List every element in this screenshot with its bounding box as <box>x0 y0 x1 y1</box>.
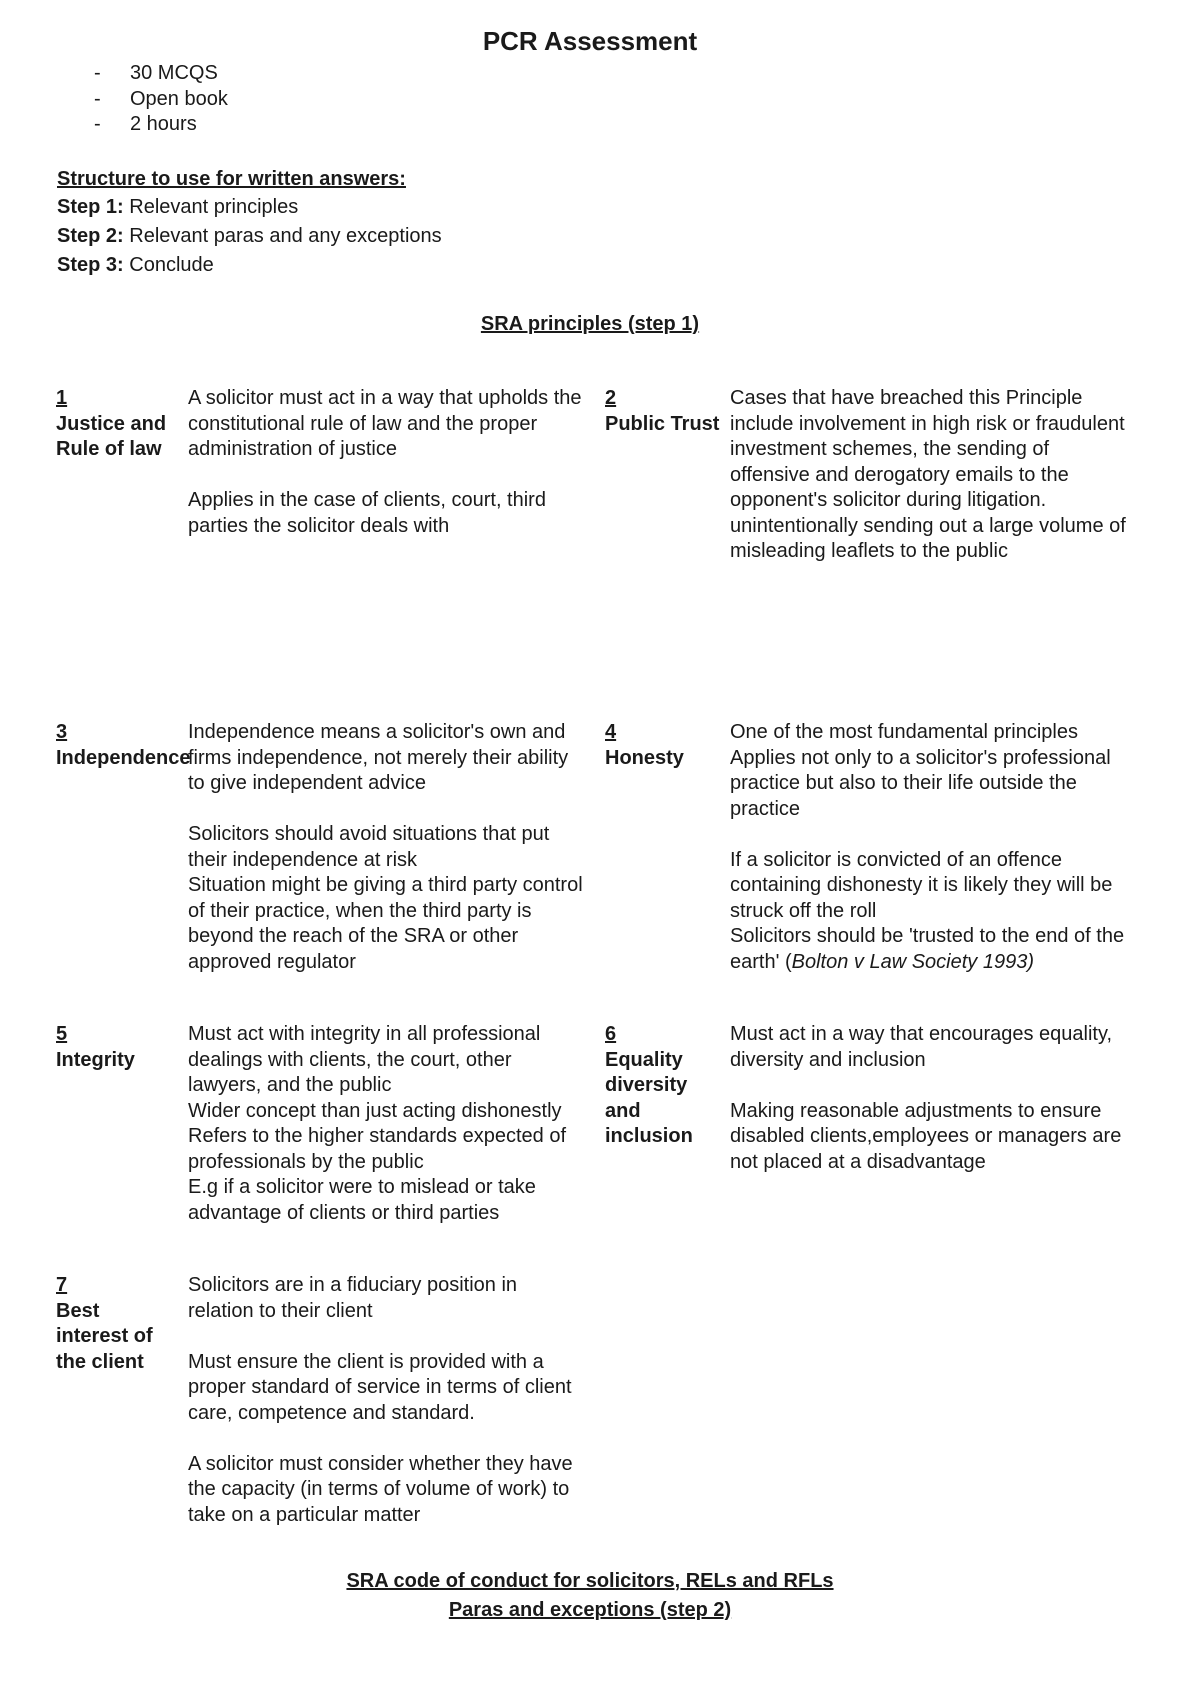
paragraph: Solicitors are in a fiduciary position in relation to their client <box>188 1274 518 1322</box>
principle-number: 2 <box>605 387 617 409</box>
assessment-details-list <box>94 61 228 138</box>
list-dash: - <box>94 62 101 84</box>
principle-name: Public Trust <box>605 412 720 435</box>
list-dash: - <box>94 113 101 135</box>
heading-line: Paras and exceptions (step 2) <box>448 1599 732 1621</box>
paragraph <box>188 822 588 975</box>
principle-label <box>605 386 723 437</box>
paragraph-line: Must act with integrity in all professional dealings with clients, the court, other lawyers, and the public <box>188 1023 541 1096</box>
paragraph-line: E.g if a solicitor were to mislead or take advantage of clients or third parties <box>188 1176 536 1224</box>
step-line <box>57 222 442 251</box>
paragraph-line: Wider concept than just acting dishonestly <box>188 1099 562 1122</box>
principle-name: Best interest of the client <box>56 1299 153 1373</box>
case-citation: Bolton v Law Society 1993) <box>791 950 1034 973</box>
principle-description <box>188 1022 588 1226</box>
answer-structure <box>57 166 442 280</box>
step-label: Step 3: <box>57 254 124 276</box>
principle-description <box>188 386 588 539</box>
page-title: PCR Assessment <box>482 26 698 56</box>
principle-label <box>56 720 191 771</box>
step-line <box>57 193 442 222</box>
heading-line: SRA code of conduct for solicitors, RELs and RFLs <box>346 1570 834 1592</box>
step-line <box>57 251 442 280</box>
paragraph: Must act in a way that encourages equality, diversity and inclusion <box>730 1023 1113 1071</box>
list-dash: - <box>94 87 101 110</box>
principle-name: Equality diversity and inclusion <box>605 1048 693 1147</box>
step-text: Conclude <box>129 254 214 276</box>
principle-label <box>605 1022 723 1150</box>
step-text: Relevant principles <box>129 196 299 218</box>
principles-heading: SRA principles (step 1) <box>480 313 700 335</box>
paragraph: Independence means a solicitor's own and firms independence, not merely their ability to give independent advice <box>188 721 569 794</box>
paragraph: Cases that have breached this Principle include involvement in high risk or fraudulent investment schemes, the sending of offensive and derogatory emails to the opponent's solicitor during litigation. unintentionally sending out a large volume of misleading leaflets to the public <box>730 387 1126 562</box>
principle-number: 7 <box>56 1274 68 1296</box>
principle-description <box>730 386 1130 565</box>
principle-description <box>188 720 588 975</box>
paragraph: Must ensure the client is provided with a proper standard of service in terms of client care, competence and standard. <box>188 1350 572 1424</box>
principle-name: Justice and Rule of law <box>56 412 167 460</box>
paragraph <box>730 848 1130 976</box>
principle-name: Honesty <box>605 746 684 769</box>
paragraph-line: Applies not only to a solicitor's professional practice but also to their life outside the practice <box>730 746 1111 820</box>
step-label: Step 2: <box>57 225 124 247</box>
list-item-text: Open book <box>130 87 228 110</box>
list-item <box>94 112 228 138</box>
code-of-conduct-heading <box>0 1567 1180 1625</box>
principle-label <box>56 1273 174 1375</box>
principle-description <box>730 1022 1130 1175</box>
paragraph: Making reasonable adjustments to ensure disabled clients,employees or managers are not placed at a disadvantage <box>730 1099 1122 1173</box>
principle-number: 3 <box>56 721 68 743</box>
paragraph: A solicitor must consider whether they have the capacity (in terms of volume of work) to take on a particular matter <box>188 1452 573 1526</box>
paragraph-line: Solicitors should avoid situations that put their independence at risk <box>188 823 550 871</box>
principle-number: 4 <box>605 721 617 743</box>
paragraph <box>188 1022 588 1226</box>
principle-label <box>56 386 174 463</box>
principle-number: 5 <box>56 1023 68 1045</box>
paragraph: A solicitor must act in a way that upholds the constitutional rule of law and the proper administration of justice <box>188 387 582 460</box>
principle-label <box>605 720 723 771</box>
paragraph-line: Solicitors should be 'trusted to the end of the earth' ( <box>730 925 1125 973</box>
principle-name: Independence <box>56 746 191 769</box>
paragraph <box>730 720 1130 822</box>
principle-description <box>188 1273 588 1528</box>
step-text: Relevant paras and any exceptions <box>129 225 442 247</box>
list-item <box>94 87 228 113</box>
paragraph-line: Refers to the higher standards expected of professionals by the public <box>188 1125 567 1173</box>
principle-label <box>56 1022 174 1073</box>
principle-number: 1 <box>56 387 68 409</box>
list-item <box>94 61 228 87</box>
structure-heading: Structure to use for written answers: <box>57 168 406 190</box>
list-item-text: 30 MCQS <box>130 62 218 84</box>
principle-description <box>730 720 1130 975</box>
step-label: Step 1: <box>57 196 124 218</box>
paragraph-line: Situation might be giving a third party control of their practice, when the third party is beyond the reach of the SRA or other approved regulator <box>188 874 583 973</box>
list-item-text: 2 hours <box>130 113 197 135</box>
principle-name: Integrity <box>56 1048 135 1071</box>
principle-number: 6 <box>605 1023 617 1045</box>
paragraph-line: If a solicitor is convicted of an offence containing dishonesty it is likely they will be struck off the roll <box>730 848 1113 922</box>
paragraph: Applies in the case of clients, court, third parties the solicitor deals with <box>188 489 546 537</box>
paragraph-line: One of the most fundamental principles <box>730 721 1078 743</box>
